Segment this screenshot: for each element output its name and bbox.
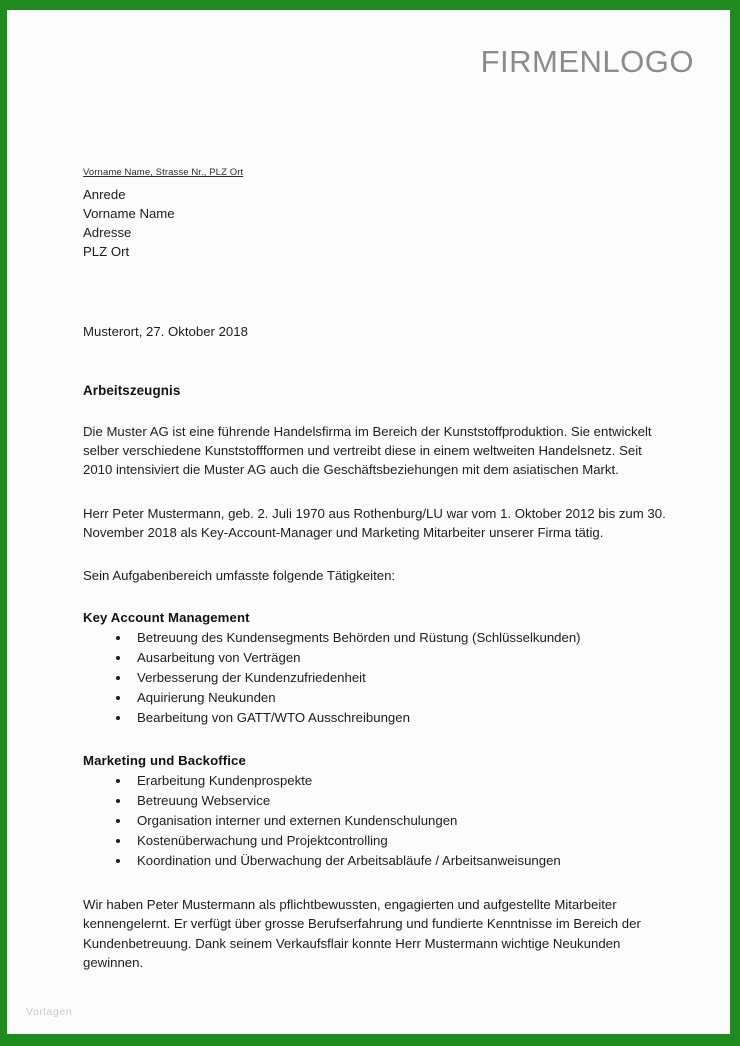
sender-address-line: Vorname Name, Strasse Nr., PLZ Ort (83, 167, 244, 178)
recipient-line-salutation: Anrede (83, 187, 126, 202)
bullet-dot-icon (116, 636, 120, 640)
section-heading-key-account-management: Key Account Management (83, 610, 250, 626)
duty-list-key-account-management (83, 628, 667, 728)
address-block (83, 162, 667, 261)
paragraph-employment-details: Herr Peter Mustermann, geb. 2. Juli 1970 aus Rothenburg/LU war vom 1. Oktober 2012 bis zum 30. November 2018 als Key-Account-Manager und Marketing Mitarbeiter unserer Firma tätig. (83, 505, 666, 540)
list-item-label: Kostenüberwachung und Projektcontrolling (137, 833, 388, 849)
list-item-label: Bearbeitung von GATT/WTO Ausschreibungen (137, 710, 410, 726)
bullet-dot-icon (116, 676, 120, 680)
list-item-label: Erarbeitung Kundenprospekte (137, 773, 313, 789)
list-item (83, 668, 667, 688)
list-item (83, 851, 667, 871)
section-heading-marketing-backoffice: Marketing und Backoffice (83, 753, 246, 769)
watermark-label: Vorlagen (26, 1006, 73, 1018)
recipient-line-city: PLZ Ort (83, 244, 130, 259)
list-item-label: Koordination und Überwachung der Arbeitsabläufe / Arbeitsanweisungen (137, 853, 561, 869)
list-item-label: Ausarbeitung von Verträgen (137, 650, 301, 666)
list-item-label: Aquirierung Neukunden (137, 690, 276, 706)
bullet-dot-icon (116, 819, 120, 823)
document-body (83, 162, 667, 985)
bullet-dot-icon (116, 696, 120, 700)
recipient-line-street: Adresse (83, 225, 132, 240)
list-item-label: Organisation interner und externen Kundenschulungen (137, 813, 458, 829)
paragraph-appraisal: Wir haben Peter Mustermann als pflichtbewussten, engagierten und aufgestellte Mitarbeiter kennengelernt. Er verfügt über grosse Berufserfahrung und fundierte Kenntnisse im Bereich der Kundenbetreuung. Dank seinem Verkaufsflair konnte Herr Mustermann wichtige Neukunden gewinnen. (83, 897, 641, 970)
paragraph-duties-intro: Sein Aufgabenbereich umfasste folgende Tätigkeiten: (83, 568, 396, 584)
recipient-line-name: Vorname Name (83, 206, 175, 221)
list-item-label: Betreuung des Kundensegments Behörden und Rüstung (Schlüsselkunden) (137, 630, 581, 646)
list-item (83, 648, 667, 668)
paragraph-company-description: Die Muster AG ist eine führende Handelsfirma im Bereich der Kunststoffproduktion. Sie entwickelt selber verschiedene Kunststoffformen und vertreibt diese in einem weltweiten Handelsnetz. Seit 2010 intensiviert die Muster AG auch die Geschäftsbeziehungen mit dem asiatischen Markt. (83, 424, 652, 478)
list-item-label: Verbesserung der Kundenzufriedenheit (137, 670, 366, 686)
bullet-dot-icon (116, 799, 120, 803)
list-item (83, 771, 667, 791)
paper-sheet (7, 10, 730, 1034)
bullet-dot-icon (116, 656, 120, 660)
list-item (83, 708, 667, 728)
document-title: Arbeitszeugnis (83, 383, 181, 398)
place-and-date: Musterort, 27. Oktober 2018 (83, 324, 248, 339)
company-logo-placeholder: FIRMENLOGO (480, 44, 694, 79)
list-item (83, 688, 667, 708)
bullet-dot-icon (116, 839, 120, 843)
list-item (83, 811, 667, 831)
duty-list-marketing-backoffice (83, 771, 667, 871)
list-item (83, 628, 667, 648)
bullet-dot-icon (116, 716, 120, 720)
list-item (83, 831, 667, 851)
list-item-label: Betreuung Webservice (137, 793, 271, 809)
list-item (83, 791, 667, 811)
bullet-dot-icon (116, 779, 120, 783)
bullet-dot-icon (116, 859, 120, 863)
